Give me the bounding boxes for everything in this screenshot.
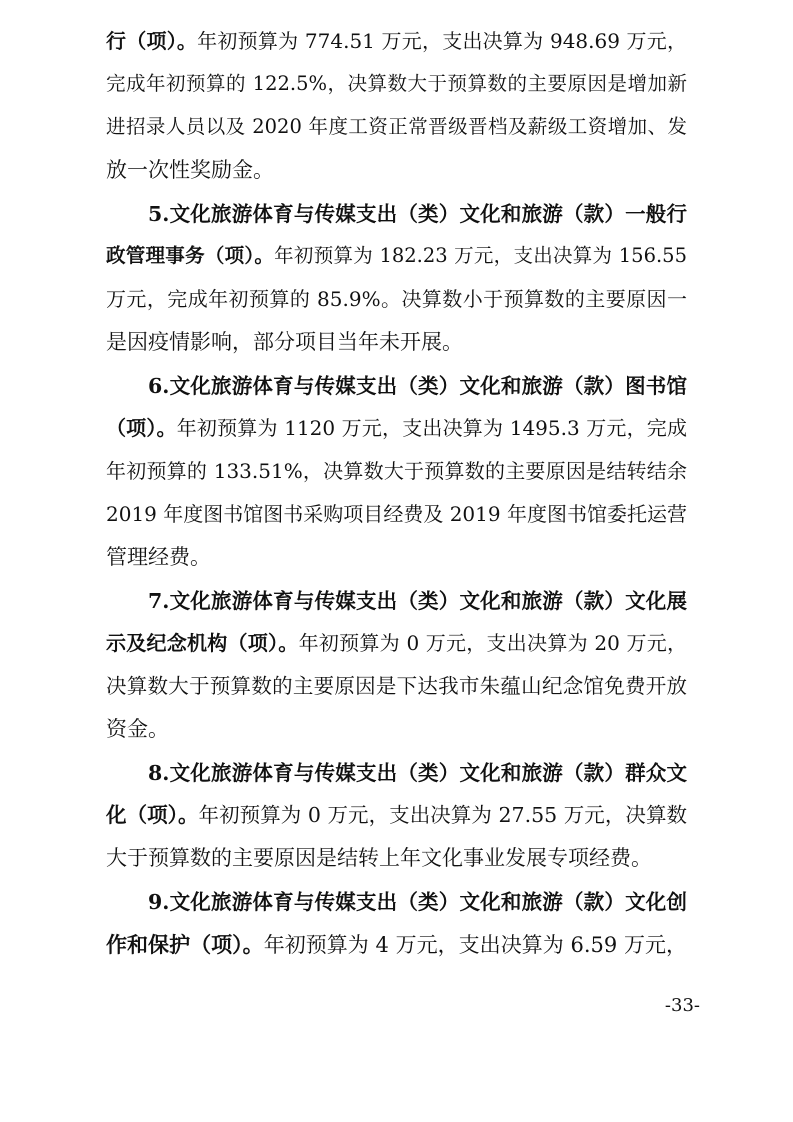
- text-line: [106, 497, 687, 531]
- text-line: [148, 584, 687, 618]
- text-run: 进招录人员以及 2020 年度工资正常晋级晋档及薪级工资增加、发: [106, 115, 687, 138]
- text-run: 是因疫情影响，部分项目当年未开展。: [106, 330, 463, 354]
- text-run: 决算数大于预算数的主要原因是下达我市朱蕴山纪念馆免费开放: [106, 674, 687, 698]
- text-line: [106, 798, 687, 832]
- text-run: 年初预算为 182.23 万元，支出决算为 156.55: [274, 244, 687, 267]
- text-run: 大于预算数的主要原因是结转上年文化事业发展专项经费。: [106, 846, 652, 870]
- text-line: [106, 626, 687, 660]
- text-run: 年初预算为 4 万元，支出决算为 6.59 万元，: [263, 933, 687, 957]
- text-run: 年初预算的 133.51%，决算数大于预算数的主要原因是结转结余: [106, 459, 687, 483]
- text-run: 年初预算为 1120 万元，支出决算为 1495.3 万元，完成: [176, 416, 687, 440]
- page-number: -33-: [664, 995, 700, 1016]
- text-line: [106, 239, 687, 273]
- text-line: [106, 411, 687, 445]
- text-line: [106, 282, 687, 316]
- text-run: 完成年初预算的 122.5%，决算数大于预算数的主要原因是增加新: [106, 72, 687, 95]
- text-run: 年初预算为 774.51 万元，支出决算为 948.69 万元，: [197, 29, 688, 53]
- text-line: [106, 110, 687, 144]
- bold-heading-run: 8.文化旅游体育与传媒支出（类）文化和旅游（款）群众文: [148, 761, 687, 785]
- text-line: [106, 928, 687, 962]
- text-line: [106, 841, 687, 875]
- text-run: 年初预算为 0 万元，支出决算为 27.55 万元，决算数: [198, 803, 688, 827]
- text-line: [148, 756, 687, 790]
- text-line: [148, 369, 687, 403]
- text-line: [106, 24, 687, 58]
- bold-heading-run: 政管理事务（项）。: [106, 244, 275, 267]
- text-run: 资金。: [106, 717, 169, 741]
- text-line: [106, 712, 687, 746]
- bold-heading-run: 行（项）。: [106, 29, 198, 53]
- bold-heading-run: 9.文化旅游体育与传媒支出（类）文化和旅游（款）文化创: [148, 890, 687, 914]
- text-run: 万元，完成年初预算的 85.9%。决算数小于预算数的主要原因一: [106, 287, 687, 311]
- bold-heading-run: 7.文化旅游体育与传媒支出（类）文化和旅游（款）文化展: [148, 589, 687, 613]
- bold-heading-run: 5.文化旅游体育与传媒支出（类）文化和旅游（款）一般行: [148, 202, 687, 226]
- bold-heading-run: 6.文化旅游体育与传媒支出（类）文化和旅游（款）图书馆: [148, 374, 687, 398]
- text-line: [106, 153, 687, 187]
- text-line: [106, 67, 687, 101]
- text-line: [148, 885, 687, 919]
- bold-heading-run: 化（项）。: [106, 803, 199, 827]
- text-run: 管理经费。: [106, 545, 211, 569]
- bold-heading-run: 作和保护（项）。: [106, 932, 264, 957]
- bold-heading-run: 示及纪念机构（项）。: [106, 631, 299, 655]
- bold-heading-run: （项）。: [106, 416, 177, 440]
- text-line: [148, 197, 687, 231]
- text-run: 放一次性奖励金。: [106, 158, 274, 182]
- text-line: [106, 540, 687, 574]
- text-run: 年初预算为 0 万元，支出决算为 20 万元，: [298, 631, 688, 655]
- text-line: [106, 669, 687, 703]
- text-line: [106, 454, 687, 488]
- text-run: 2019 年度图书馆图书采购项目经费及 2019 年度图书馆委托运营: [106, 502, 687, 526]
- text-line: [106, 325, 687, 359]
